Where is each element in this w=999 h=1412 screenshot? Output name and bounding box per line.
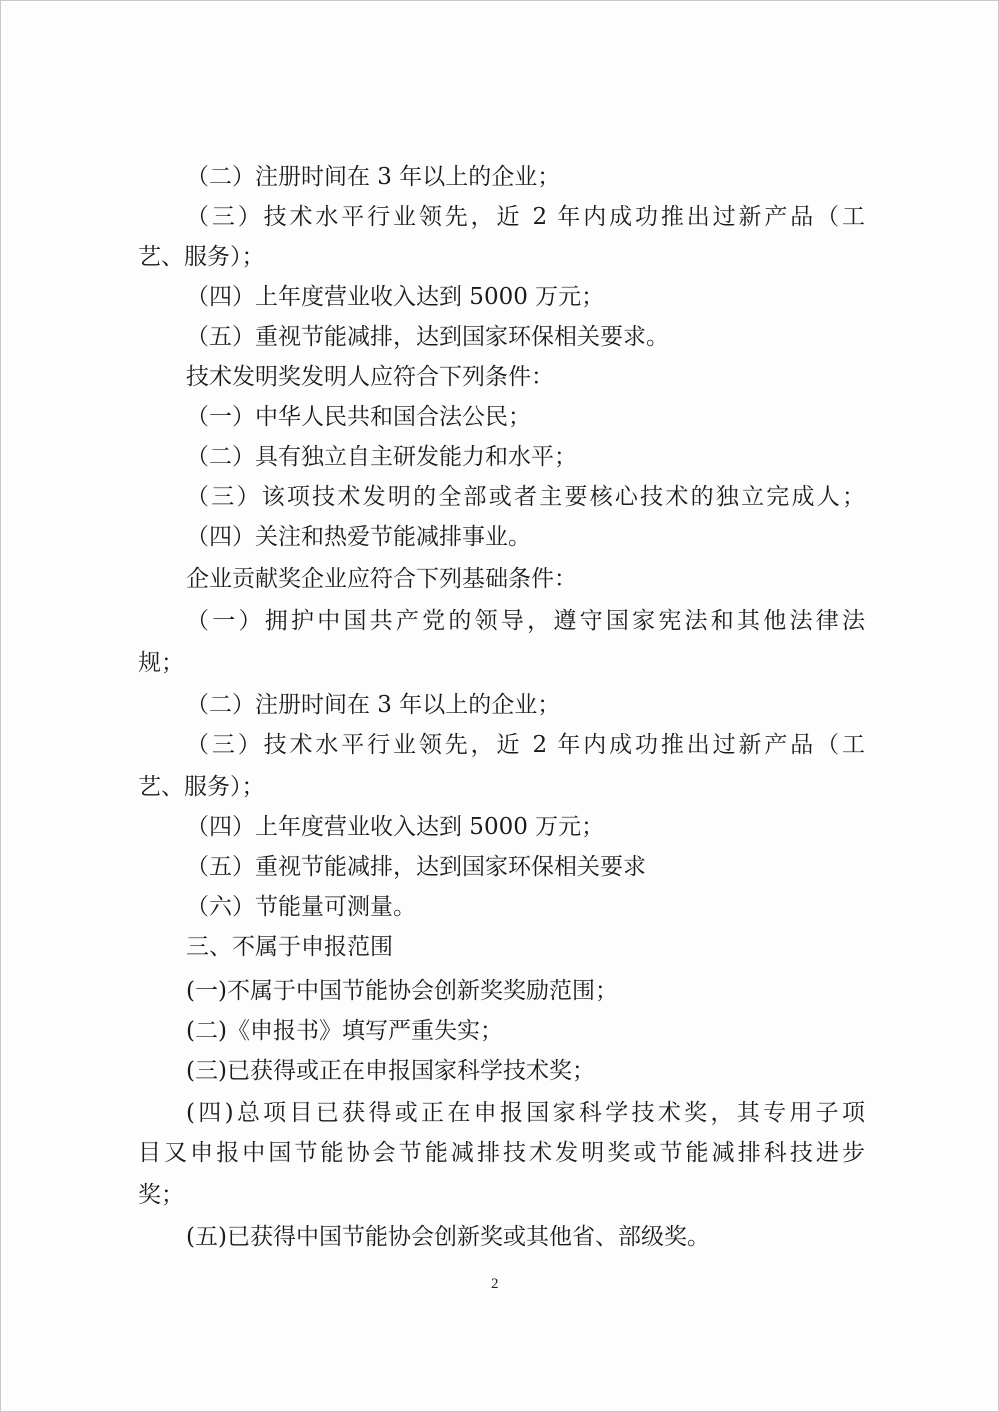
text-line: （二）具有独立自主研发能力和水平； [186, 444, 577, 470]
text-line: 规； [138, 650, 184, 676]
text-line: 艺、服务）； [138, 774, 265, 800]
text-line: （四）关注和热爱节能减排事业。 [186, 524, 531, 550]
text-line: (三)已获得或正在申报国家科学技术奖； [186, 1058, 595, 1084]
text-line: (二)《申报书》填写严重失实； [186, 1018, 503, 1044]
text-line: （二）注册时间在 3 年以上的企业； [186, 692, 561, 718]
text-line: 三、不属于申报范围 [186, 934, 393, 960]
text-line: 奖； [138, 1182, 184, 1208]
text-line: （一）拥护中国共产党的领导，遵守国家宪法和其他法律法 [186, 608, 865, 634]
text-line: 技术发明奖发明人应符合下列条件： [186, 364, 554, 390]
text-line: 企业贡献奖企业应符合下列基础条件： [186, 566, 577, 592]
text-line: （一）中华人民共和国合法公民； [186, 404, 531, 430]
text-line: （六）节能量可测量。 [186, 894, 416, 920]
text-line: 艺、服务）； [138, 244, 265, 270]
text-line: （四）上年度营业收入达到 5000 万元； [186, 814, 605, 840]
text-line: (五)已获得中国节能协会创新奖或其他省、部级奖。 [186, 1224, 710, 1250]
text-line: （五）重视节能减排，达到国家环保相关要求 [186, 854, 646, 880]
text-line: (四)总项目已获得或正在申报国家科学技术奖，其专用子项 [186, 1100, 865, 1126]
text-line: （四）上年度营业收入达到 5000 万元； [186, 284, 605, 310]
text-line: （二）注册时间在 3 年以上的企业； [186, 164, 561, 190]
text-line: （三）技术水平行业领先，近 2 年内成功推出过新产品（工 [186, 732, 865, 758]
text-line: (一)不属于中国节能协会创新奖奖励范围； [186, 978, 618, 1004]
page-number: 2 [491, 1276, 499, 1292]
text-line: （五）重视节能减排，达到国家环保相关要求。 [186, 324, 669, 350]
text-line: 目又申报中国节能协会节能减排技术发明奖或节能减排科技进步 [138, 1140, 865, 1166]
text-line: （三）技术水平行业领先，近 2 年内成功推出过新产品（工 [186, 204, 865, 230]
text-line: （三）该项技术发明的全部或者主要核心技术的独立完成人； [186, 484, 865, 510]
